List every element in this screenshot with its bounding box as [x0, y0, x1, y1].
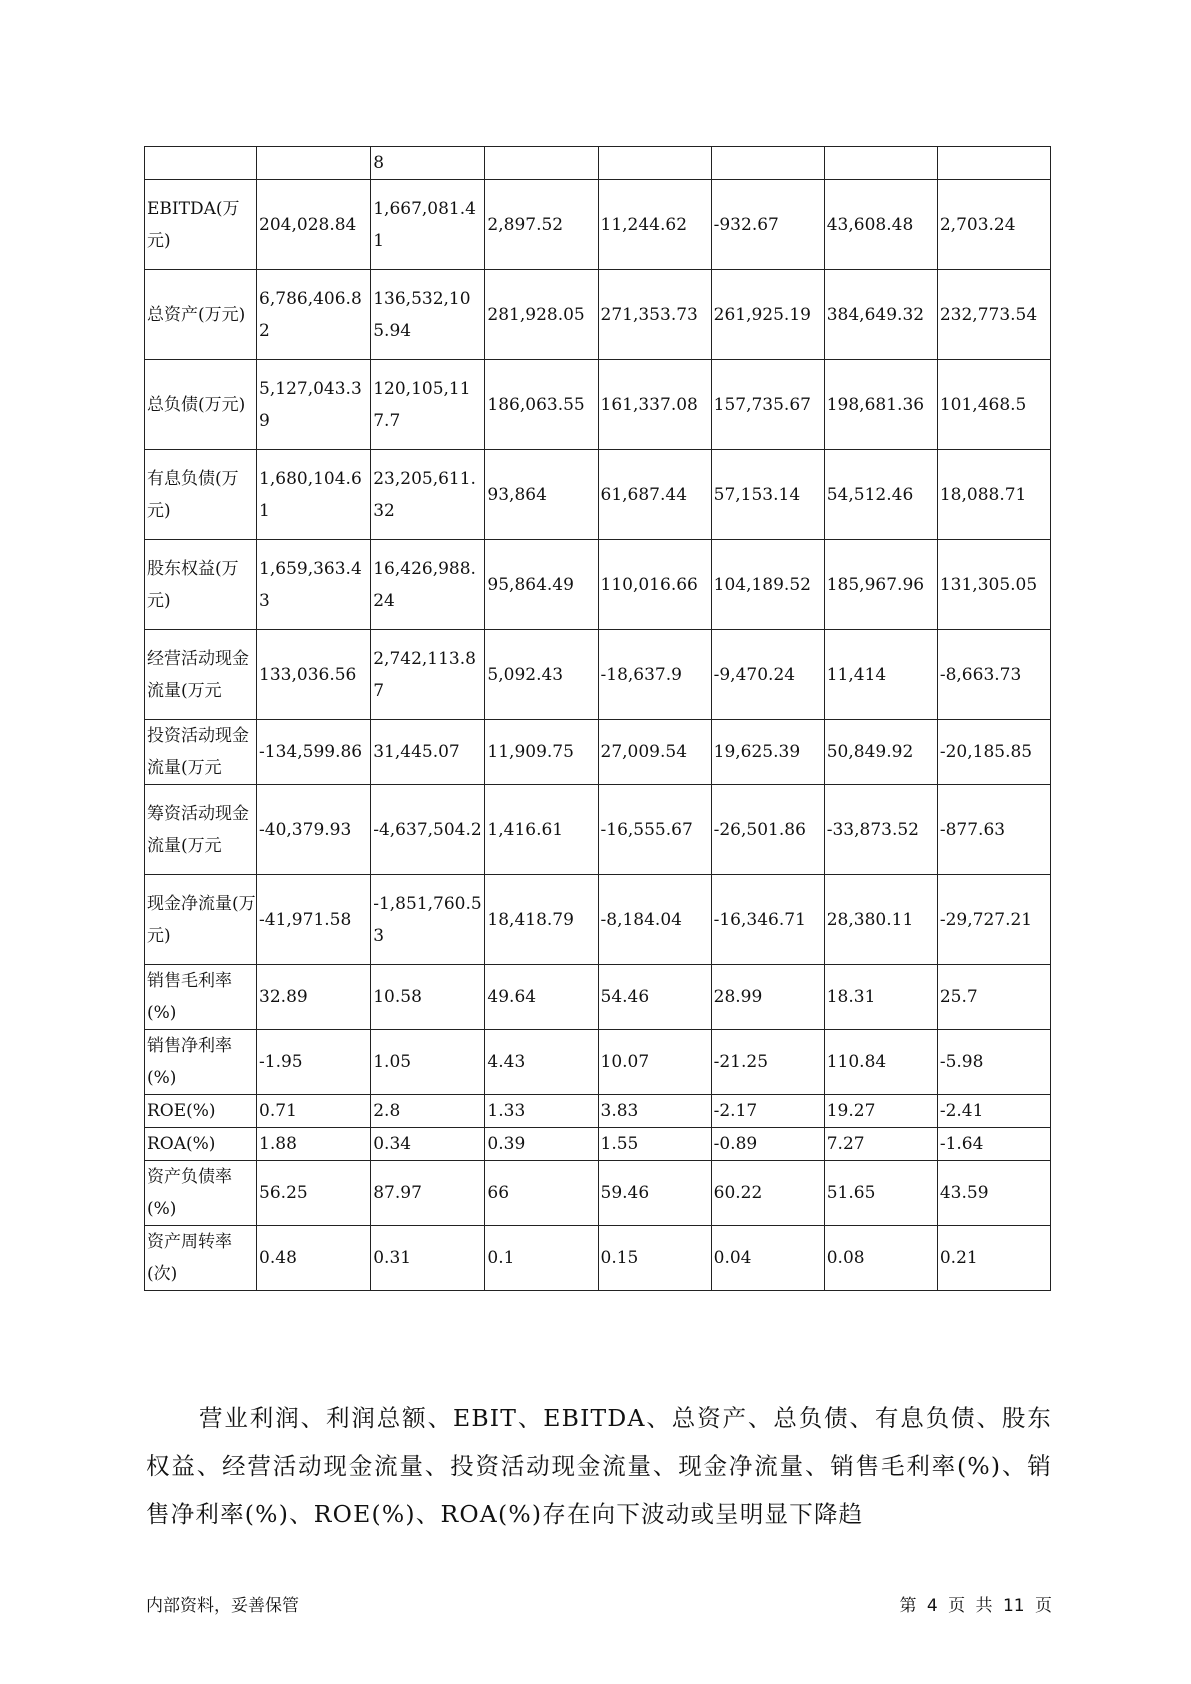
- table-cell: [257, 147, 371, 180]
- table-cell: -0.89: [711, 1128, 824, 1161]
- table-cell: -2.17: [711, 1095, 824, 1128]
- table-cell: -5.98: [937, 1030, 1050, 1095]
- row-label: 有息负债(万元): [145, 450, 257, 540]
- table-cell: 0.04: [711, 1226, 824, 1291]
- table-cell: -26,501.86: [711, 785, 824, 875]
- table-cell: 66: [485, 1161, 598, 1226]
- table-cell: 104,189.52: [711, 540, 824, 630]
- table-cell: 0.1: [485, 1226, 598, 1291]
- row-label: [145, 147, 257, 180]
- table-cell: 136,532,105.94: [371, 270, 485, 360]
- table-cell: 87.97: [371, 1161, 485, 1226]
- table-cell: 2,897.52: [485, 180, 598, 270]
- table-cell: 2,742,113.87: [371, 630, 485, 720]
- table-row: [145, 540, 1051, 630]
- row-label: EBITDA(万元): [145, 180, 257, 270]
- table-cell: 384,649.32: [824, 270, 937, 360]
- row-label: 资产周转率(次): [145, 1226, 257, 1291]
- table-cell: 56.25: [257, 1161, 371, 1226]
- table-cell: -29,727.21: [937, 875, 1050, 965]
- table-cell: 43.59: [937, 1161, 1050, 1226]
- table-cell: -18,637.9: [598, 630, 711, 720]
- table-cell: 28.99: [711, 965, 824, 1030]
- table-cell: -2.41: [937, 1095, 1050, 1128]
- table-cell: -4,637,504.2: [371, 785, 485, 875]
- row-label: ROE(%): [145, 1095, 257, 1128]
- table-cell: 25.7: [937, 965, 1050, 1030]
- table-cell: 11,244.62: [598, 180, 711, 270]
- table-cell: 2.8: [371, 1095, 485, 1128]
- table-cell: 18,418.79: [485, 875, 598, 965]
- row-label: 股东权益(万元): [145, 540, 257, 630]
- table-cell: 43,608.48: [824, 180, 937, 270]
- table-cell: 11,414: [824, 630, 937, 720]
- table-cell: 0.71: [257, 1095, 371, 1128]
- table-cell: 10.07: [598, 1030, 711, 1095]
- table-cell: 16,426,988.24: [371, 540, 485, 630]
- footer-confidential: 内部资料，妥善保管: [146, 1596, 299, 1616]
- table-cell: 131,305.05: [937, 540, 1050, 630]
- table-cell: 186,063.55: [485, 360, 598, 450]
- table-cell: 54,512.46: [824, 450, 937, 540]
- table-row: [145, 1128, 1051, 1161]
- table-row: [145, 720, 1051, 785]
- table-cell: 0.39: [485, 1128, 598, 1161]
- table-cell: 0.21: [937, 1226, 1050, 1291]
- table-cell: 133,036.56: [257, 630, 371, 720]
- table-row: [145, 270, 1051, 360]
- table-cell: -932.67: [711, 180, 824, 270]
- table-row: [145, 1095, 1051, 1128]
- table-cell: 1,659,363.43: [257, 540, 371, 630]
- table-cell: -877.63: [937, 785, 1050, 875]
- row-label: 总负债(万元): [145, 360, 257, 450]
- table-cell: 1.55: [598, 1128, 711, 1161]
- table-cell: -1.95: [257, 1030, 371, 1095]
- table-cell: [711, 147, 824, 180]
- table-cell: 49.64: [485, 965, 598, 1030]
- table-row: [145, 1226, 1051, 1291]
- table-cell: 1,667,081.41: [371, 180, 485, 270]
- table-cell: 6,786,406.82: [257, 270, 371, 360]
- table-cell: 18,088.71: [937, 450, 1050, 540]
- table-cell: 232,773.54: [937, 270, 1050, 360]
- table-cell: -1,851,760.53: [371, 875, 485, 965]
- table-cell: 5,092.43: [485, 630, 598, 720]
- table-cell: 198,681.36: [824, 360, 937, 450]
- row-label: 现金净流量(万元): [145, 875, 257, 965]
- table-row: [145, 630, 1051, 720]
- table-cell: 1.88: [257, 1128, 371, 1161]
- table-cell: 28,380.11: [824, 875, 937, 965]
- table-cell: -8,184.04: [598, 875, 711, 965]
- table-cell: -20,185.85: [937, 720, 1050, 785]
- table-cell: 54.46: [598, 965, 711, 1030]
- table-cell: 19,625.39: [711, 720, 824, 785]
- table-cell: 11,909.75: [485, 720, 598, 785]
- table-row: [145, 965, 1051, 1030]
- table-row: [145, 180, 1051, 270]
- table-cell: 271,353.73: [598, 270, 711, 360]
- table-cell: 185,967.96: [824, 540, 937, 630]
- table-cell: 110.84: [824, 1030, 937, 1095]
- table-cell: 1.05: [371, 1030, 485, 1095]
- table-row: [145, 1161, 1051, 1226]
- table-cell: 32.89: [257, 965, 371, 1030]
- row-label: 总资产(万元): [145, 270, 257, 360]
- table-cell: 27,009.54: [598, 720, 711, 785]
- table-cell: 93,864: [485, 450, 598, 540]
- row-label: ROA(%): [145, 1128, 257, 1161]
- table-row: [145, 360, 1051, 450]
- table-cell: 0.15: [598, 1226, 711, 1291]
- table-cell: 8: [371, 147, 485, 180]
- row-label: 销售净利率(%): [145, 1030, 257, 1095]
- table-cell: 18.31: [824, 965, 937, 1030]
- financial-table: [144, 146, 1051, 1291]
- row-label: 资产负债率(%): [145, 1161, 257, 1226]
- table-cell: 5,127,043.39: [257, 360, 371, 450]
- table-cell: -33,873.52: [824, 785, 937, 875]
- table-row: [145, 147, 1051, 180]
- table-cell: -21.25: [711, 1030, 824, 1095]
- table-cell: 1,416.61: [485, 785, 598, 875]
- table-cell: -16,555.67: [598, 785, 711, 875]
- table-cell: 60.22: [711, 1161, 824, 1226]
- table-cell: 1,680,104.61: [257, 450, 371, 540]
- table-cell: -8,663.73: [937, 630, 1050, 720]
- table-cell: 3.83: [598, 1095, 711, 1128]
- table-cell: 0.08: [824, 1226, 937, 1291]
- table-cell: 204,028.84: [257, 180, 371, 270]
- table-cell: 281,928.05: [485, 270, 598, 360]
- table-row: [145, 1030, 1051, 1095]
- table-cell: 4.43: [485, 1030, 598, 1095]
- table-cell: 50,849.92: [824, 720, 937, 785]
- table-cell: 57,153.14: [711, 450, 824, 540]
- table-cell: [485, 147, 598, 180]
- table-cell: [824, 147, 937, 180]
- row-label: 经营活动现金流量(万元: [145, 630, 257, 720]
- table-cell: -41,971.58: [257, 875, 371, 965]
- table-row: [145, 875, 1051, 965]
- table-cell: 157,735.67: [711, 360, 824, 450]
- row-label: 投资活动现金流量(万元: [145, 720, 257, 785]
- table-cell: 7.27: [824, 1128, 937, 1161]
- table-cell: [598, 147, 711, 180]
- table-cell: 261,925.19: [711, 270, 824, 360]
- table-cell: -9,470.24: [711, 630, 824, 720]
- table-cell: 101,468.5: [937, 360, 1050, 450]
- table-row: [145, 450, 1051, 540]
- row-label: 销售毛利率(%): [145, 965, 257, 1030]
- table-cell: 120,105,117.7: [371, 360, 485, 450]
- table-cell: 0.34: [371, 1128, 485, 1161]
- table-cell: 0.48: [257, 1226, 371, 1291]
- table-cell: [937, 147, 1050, 180]
- table-cell: 0.31: [371, 1226, 485, 1291]
- row-label: 筹资活动现金流量(万元: [145, 785, 257, 875]
- table-cell: -1.64: [937, 1128, 1050, 1161]
- table-cell: 1.33: [485, 1095, 598, 1128]
- table-cell: 59.46: [598, 1161, 711, 1226]
- table-cell: 23,205,611.32: [371, 450, 485, 540]
- table-cell: -40,379.93: [257, 785, 371, 875]
- table-cell: 10.58: [371, 965, 485, 1030]
- table-cell: 19.27: [824, 1095, 937, 1128]
- table-cell: 31,445.07: [371, 720, 485, 785]
- table-cell: 51.65: [824, 1161, 937, 1226]
- table-cell: 2,703.24: [937, 180, 1050, 270]
- table-cell: 95,864.49: [485, 540, 598, 630]
- table-cell: 161,337.08: [598, 360, 711, 450]
- footer-page-number: 第 4 页 共 11 页: [899, 1596, 1052, 1616]
- table-cell: -16,346.71: [711, 875, 824, 965]
- table-row: [145, 785, 1051, 875]
- table-cell: -134,599.86: [257, 720, 371, 785]
- body-paragraph: 营业利润、利润总额、EBIT、EBITDA、总资产、总负债、有息负债、股东权益、经营活动现金流量、投资活动现金流量、现金净流量、销售毛利率(%)、销售净利率(%)、ROE(%)、ROA(%)存在向下波动或呈明显下降趋: [146, 1404, 1052, 1528]
- table-cell: 61,687.44: [598, 450, 711, 540]
- table-cell: 110,016.66: [598, 540, 711, 630]
